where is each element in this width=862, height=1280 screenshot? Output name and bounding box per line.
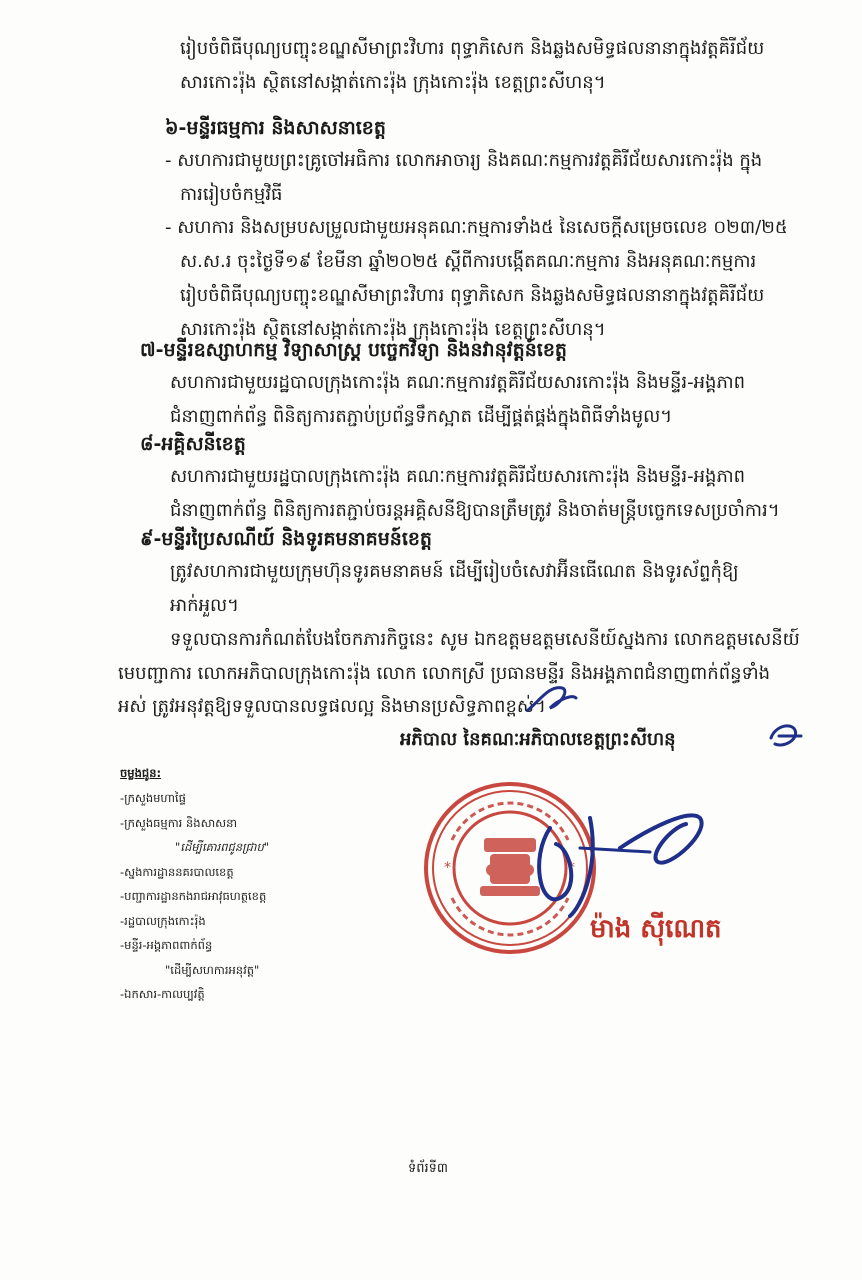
svg-text:*: *	[568, 860, 575, 876]
cc-item: -ក្រសួងធម្មការ និងសាសនា	[120, 815, 238, 830]
section-line: សារកោះរ៉ុង ស្ថិតនៅសង្កាត់កោះរ៉ុង ក្រុងកោះរ៉ុង ខេត្តព្រះសីហនុ។	[180, 319, 606, 340]
intro-line: សារកោះរ៉ុង ស្ថិតនៅសង្កាត់កោះរ៉ុង ក្រុងកោះរ៉ុង ខេត្តព្រះសីហនុ។	[180, 72, 606, 93]
section-line: ស.ស.រ ចុះថ្ងៃទី១៩ ខែមីនា ឆ្នាំ២០២៥ ស្តីពីការបង្កើតគណៈកម្មការ និងអនុគណៈកម្មការ	[180, 251, 757, 272]
cc-item: "ដើម្បីគោរពជូនជ្រាប"	[175, 840, 270, 854]
section-line: ត្រូវសហការជាមួយក្រុមហ៊ុនទូរគមនាគមន៍ ដើម្បីរៀបចំសេវាអ៊ីនធើណេត និងទូរស័ព្ទកុំឱ្យ	[170, 561, 739, 582]
svg-text:*: *	[444, 860, 451, 876]
section-line: ការរៀបចំកម្មវិធី	[180, 184, 283, 205]
closing-line: អស់ ត្រូវអនុវត្តឱ្យទទួលបានលទ្ធផលល្អ និងមានប្រសិទ្ធភាពខ្ពស់។	[118, 696, 546, 717]
closing-line: ទទួលបានការកំណត់បែងចែកភារកិច្ចនេះ សូម ឯកឧត្តមឧត្តមសេនីយ៍ស្នងការ លោកឧត្តមសេនីយ៍	[170, 629, 800, 650]
cc-item: -ក្រសួងមហាផ្ទៃ	[120, 791, 186, 805]
signatory-name: ម៉ាង ស៊ីណេត	[590, 914, 722, 944]
initial-mark-icon	[520, 680, 580, 720]
page-number: ទំព័រទី៣	[408, 1161, 448, 1176]
section-line: សហការជាមួយរដ្ឋបាលក្រុងកោះរ៉ុង គណៈកម្មការវត្តគិរីជ័យសារកោះរ៉ុង និងមន្ទីរ-អង្គភាព	[170, 466, 746, 487]
signatory-title: អភិបាល នៃគណៈអភិបាលខេត្តព្រះសីហនុ	[400, 729, 676, 750]
section-line: - សហការ និងសម្របសម្រួលជាមួយអនុគណៈកម្មការទាំង៥ នៃសេចក្តីសម្រេចលេខ ០២៣/២៥	[165, 217, 788, 238]
section-heading: ៨-អគ្គិសនីខេត្ត	[140, 433, 246, 455]
cc-title: ចម្លងជូន:	[120, 766, 162, 780]
initial-mark-icon	[765, 718, 805, 754]
section-heading: ៦-មន្ទីរធម្មការ និងសាសនាខេត្ត	[165, 117, 386, 139]
section-line: រៀបចំពិធីបុណ្យបញ្ចុះខណ្ឌសីមាព្រះវិហារ ពុទ្ធាភិសេក និងឆ្លងសមិទ្ធផលនានាក្នុងវត្តគិរីជ័យ	[180, 285, 765, 306]
section-line: អាក់អួល។	[170, 595, 239, 616]
cc-item: "ដើម្បីសហការអនុវត្ត"	[165, 962, 260, 977]
section-heading: ៧-មន្ទីរឧស្សាហកម្ម វិទ្យាសាស្ត្រ បច្ចេកវិទ្យា និងនវានុវត្តន៍ខេត្ត	[140, 339, 567, 361]
section-line: ជំនាញពាក់ព័ន្ធ ពិនិត្យការតភ្ជាប់ចរន្តអគ្គិសនីឱ្យបានត្រឹមត្រូវ និងចាត់មន្ត្រីបច្ចេកទេសប្រចាំការ។	[170, 500, 780, 521]
cc-item: -រដ្ឋបាលក្រុងកោះរ៉ុង	[120, 913, 206, 928]
cc-item: -បញ្ជាការដ្ឋានកងរាជអាវុធហត្ថខេត្ត	[120, 889, 267, 903]
section-line: សហការជាមួយរដ្ឋបាលក្រុងកោះរ៉ុង គណៈកម្មការវត្តគិរីជ័យសារកោះរ៉ុង និងមន្ទីរ-អង្គភាព	[170, 372, 746, 393]
signature-icon	[520, 788, 720, 928]
closing-line: មេបញ្ជាការ លោកអភិបាលក្រុងកោះរ៉ុង លោក លោកស្រី ប្រធានមន្ទីរ និងអង្គភាពជំនាញពាក់ព័ន្ធទាំង	[118, 663, 771, 684]
cc-item: -ស្នងការដ្ឋាននគរបាលខេត្ត	[120, 864, 234, 879]
section-line: ជំនាញពាក់ព័ន្ធ ពិនិត្យការតភ្ជាប់ប្រព័ន្ធទឹកស្អាត ដើម្បីផ្គត់ផ្គង់ក្នុងពិធីទាំងមូល។	[170, 406, 673, 427]
cc-item: -ឯកសារ-កាលប្បវត្តិ	[120, 987, 205, 1001]
section-line: - សហការជាមួយព្រះគ្រូចៅអធិការ លោកអាចារ្យ និងគណៈកម្មការវត្តគិរីជ័យសារកោះរ៉ុង ក្នុង	[165, 150, 763, 171]
section-heading: ៩-មន្ទីរប្រៃសណីយ៍ និងទូរគមនាគមន៍ខេត្ត	[140, 528, 432, 550]
cc-item: -មន្ទីរ-អង្គភាពពាក់ព័ន្ធ	[120, 938, 213, 952]
intro-line: រៀបចំពិធីបុណ្យបញ្ចុះខណ្ឌសីមាព្រះវិហារ ពុទ្ធាភិសេក និងឆ្លងសមិទ្ធផលនានាក្នុងវត្តគិរីជ័យ	[180, 38, 765, 59]
